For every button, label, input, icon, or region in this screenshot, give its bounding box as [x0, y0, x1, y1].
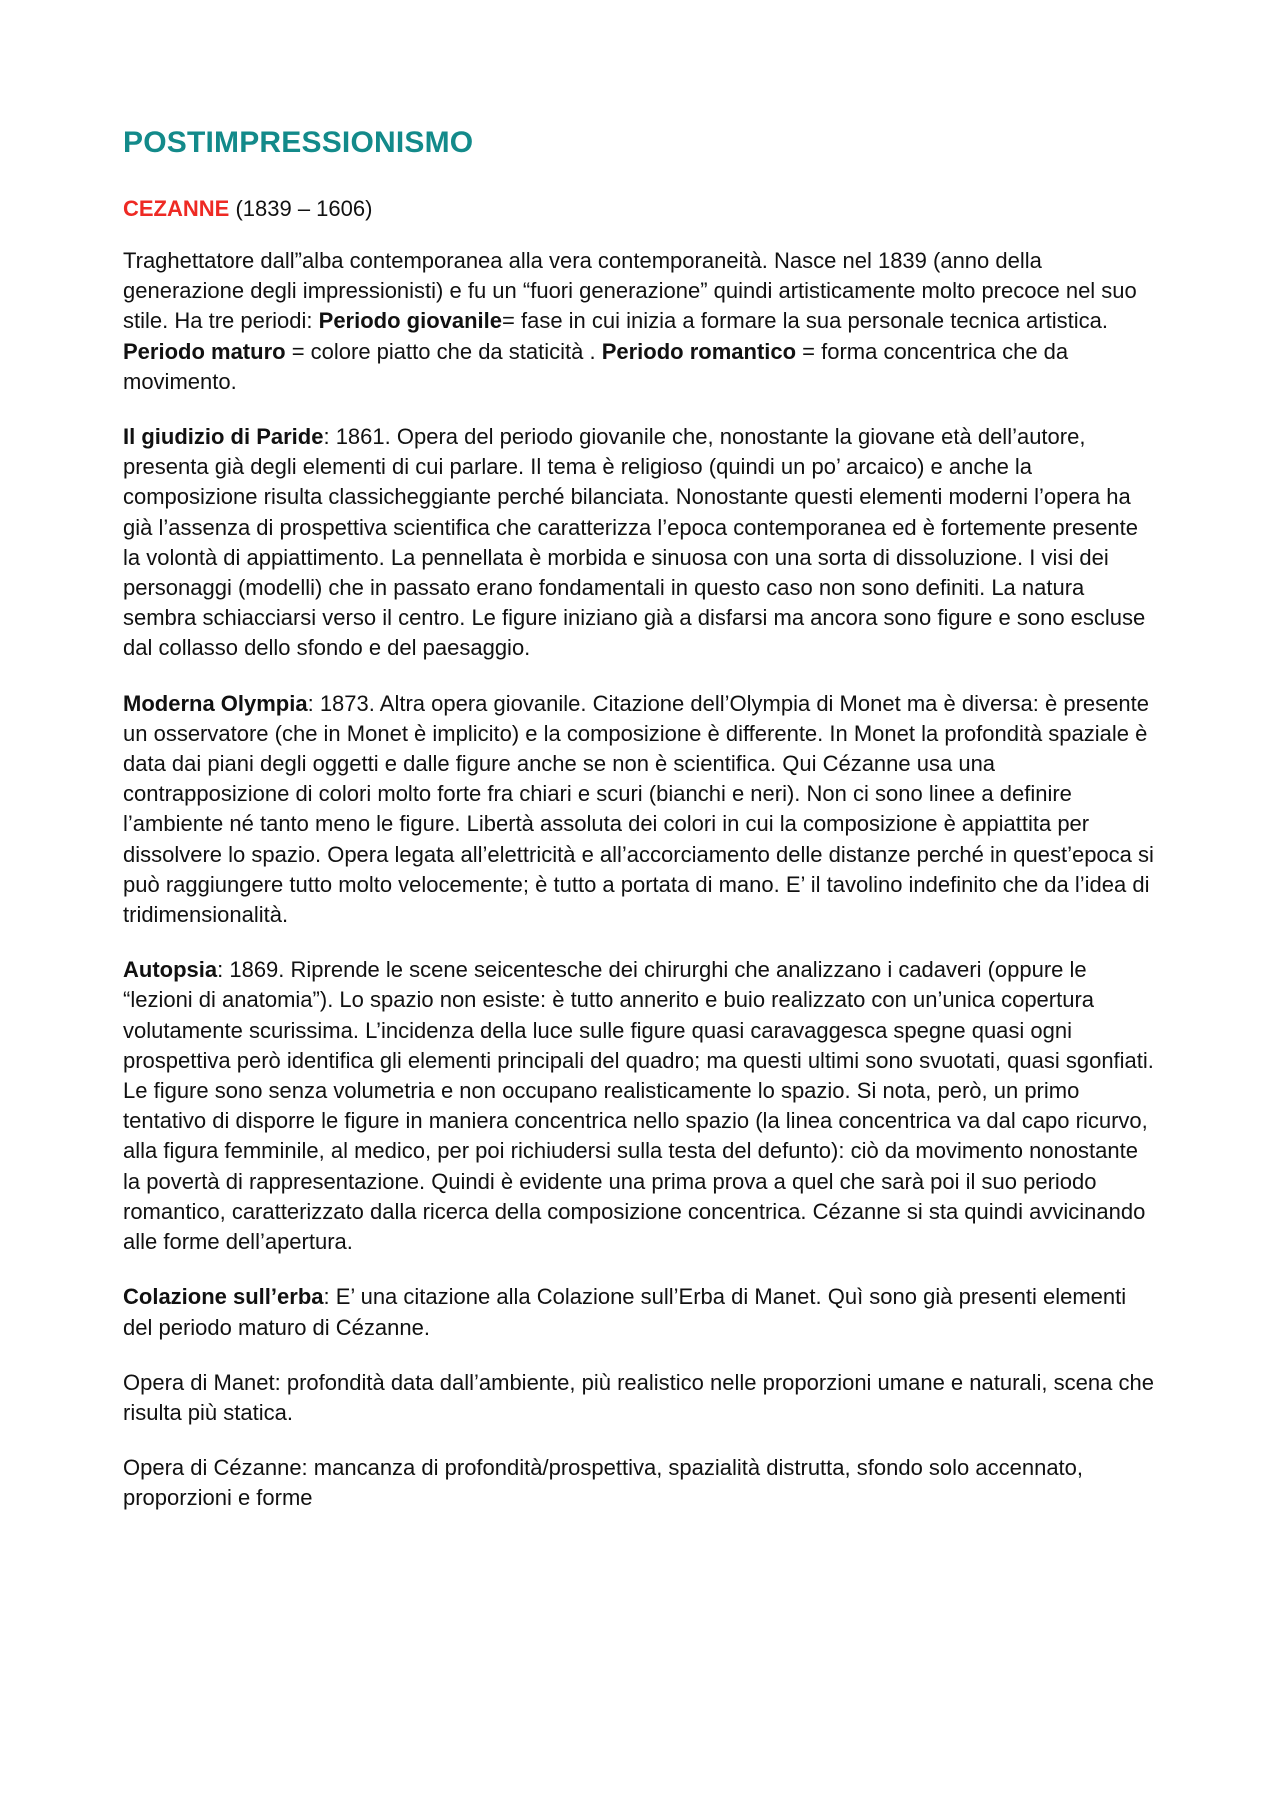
autopsia-paragraph [123, 955, 1160, 1257]
intro-text-3: = colore piatto che da staticità . [285, 338, 602, 364]
autopsia-text: : 1869. Riprende le scene seicentesche dei chirurghi che analizzano i cadaveri (oppure le “lezioni di anatomia”). Lo spazio non esiste: è tutto annerito e buio realizzato con un’unica copertura volutamente scurissima. L’incidenza della luce sulle figure quasi caravaggesca spegne quasi ogni prospettiva però identifica gli elementi principali del quadro; ma questi ultimi sono svuotati, quasi sgonfiati. Le figure sono senza volumetria e non occupano realisticamente lo spazio. Si nota, però, un primo tentativo di disporre le figure in maniera concentrica nello spazio (la linea concentrica va dal capo ricurvo, alla figura femminile, al medico, per poi richiudersi sulla testa del defunto): ciò da movimento nonostante la povertà di rappresentazione. Quindi è evidente una prima prova a quel che sarà poi il suo periodo romantico, caratterizzato dalla ricerca della composizione concentrica. Cézanne si sta quindi avvicinando alle forme dell’apertura. [123, 957, 1154, 1255]
period-maturo-label: Periodo maturo [123, 338, 286, 364]
colazione-text: : E’ una citazione alla Colazione sull’Erba di Manet. Quì sono già presenti elementi del periodo maturo di Cézanne. [123, 1284, 1127, 1340]
artist-name: CEZANNE [123, 196, 230, 221]
paride-text: : 1861. Opera del periodo giovanile che, nonostante la giovane età dell’autore, presenta già degli elementi di cui parlare. Il tema è religioso (quindi un po’ arcaico) e anche la composizione risulta classicheggiante perché bilanciata. Nonostante questi elementi moderni l’opera ha già l’assenza di prospettiva scientifica che caratterizza l’epoca contemporanea ed è fortemente presente la volontà di appiattimento. La pennellata è morbida e sinuosa con una sorta di dissoluzione. I visi dei personaggi (modelli) che in passato erano fondamentali in questo caso non sono definiti. La natura sembra schiacciarsi verso il centro. Le figure iniziano già a disfarsi ma ancora sono figure e sono escluse dal collasso dello sfondo e del paesaggio. [123, 424, 1146, 661]
intro-text-2: = fase in cui inizia a formare la sua personale tecnica artistica. [502, 308, 1108, 334]
autopsia-heading: Autopsia [123, 957, 218, 983]
intro-text-4: = forma concentrica che da movimento. [123, 338, 1069, 394]
document-title: POSTIMPRESSIONISMO [123, 126, 474, 159]
paride-heading: Il giudizio di Paride [123, 424, 324, 450]
period-giovanile-label: Periodo giovanile [318, 308, 503, 334]
paride-paragraph [123, 422, 1160, 664]
period-romantico-label: Periodo romantico [601, 338, 797, 364]
artist-dates: (1839 – 1606) [229, 196, 373, 221]
intro-text-1: Traghettatore dall”alba contemporanea alla vera contemporaneità. Nasce nel 1839 (anno della generazione degli impressionisti) e fu un “fuori generazione” quindi artisticamente molto precoce nel suo stile. Ha tre periodi: [123, 248, 1137, 334]
intro-paragraph [123, 246, 1160, 397]
olympia-heading: Moderna Olympia [123, 690, 308, 716]
olympia-paragraph [123, 689, 1160, 931]
cezanne-paragraph: Opera di Cézanne: mancanza di profondità/prospettiva, spazialità distrutta, sfondo solo accennato, proporzioni e forme [123, 1455, 1084, 1511]
colazione-paragraph [123, 1282, 1160, 1342]
colazione-heading: Colazione sull’erba [123, 1284, 324, 1310]
manet-paragraph: Opera di Manet: profondità data dall’ambiente, più realistico nelle proporzioni umane e naturali, scena che risulta più statica. [123, 1369, 1154, 1425]
artist-heading [123, 194, 1160, 224]
olympia-text: : 1873. Altra opera giovanile. Citazione dell’Olympia di Monet ma è diversa: è presente un osservatore (che in Monet è implicito) e la composizione è differente. In Monet la profondità spaziale è data dai piani degli oggetti e dalle figure anche se non è scientifica. Qui Cézanne usa una contrapposizione di colori molto forte fra chiari e scuri (bianchi e neri). Non ci sono linee a definire l’ambiente né tanto meno le figure. Libertà assoluta dei colori in cui la composizione è appiattita per dissolvere lo spazio. Opera legata all’elettricità e all’accorciamento delle distanze perché in quest’epoca si può raggiungere tutto molto velocemente; è tutto a portata di mano. E’ il tavolino indefinito che da l’idea di tridimensionalità. [123, 690, 1154, 928]
